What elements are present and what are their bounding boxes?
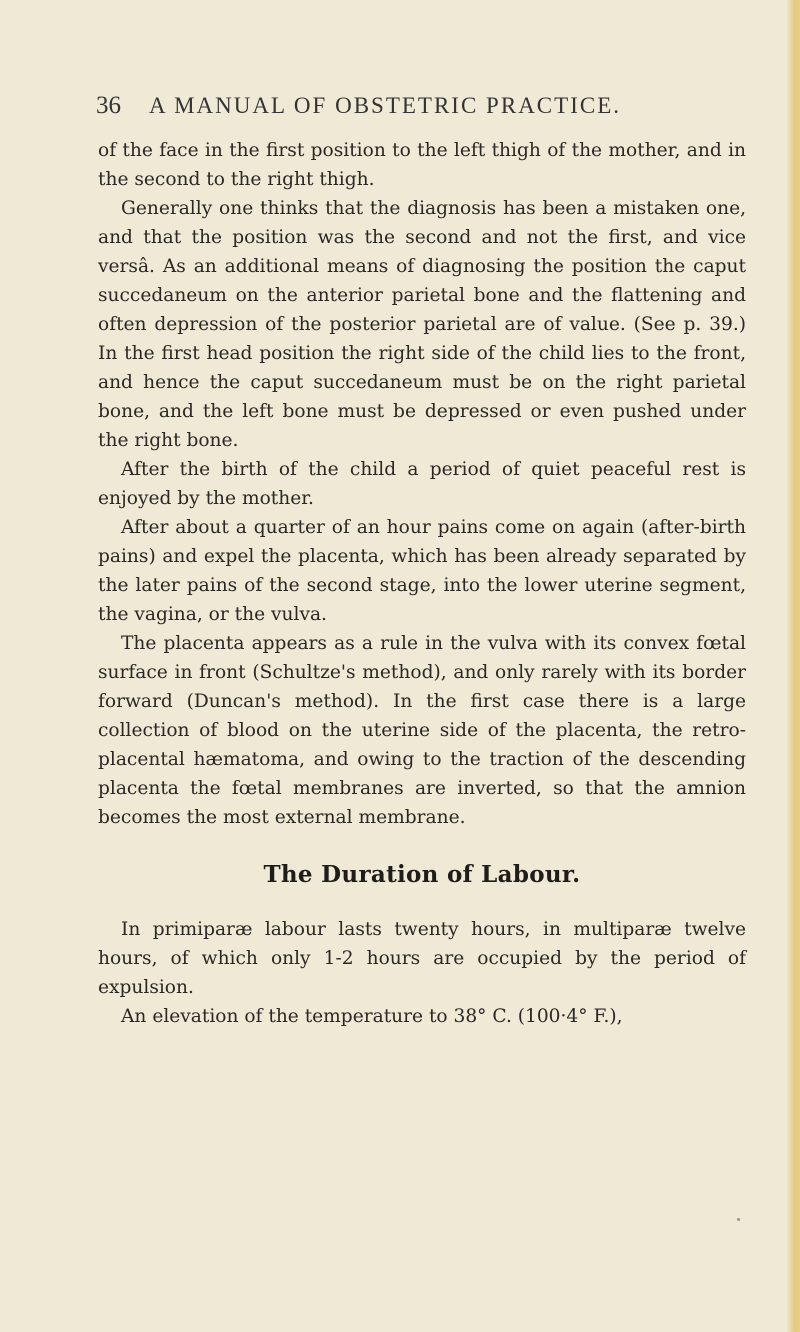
- page-edge: [786, 0, 800, 1332]
- running-header: [96, 92, 716, 120]
- section-heading: The Duration of Labour.: [263, 861, 581, 888]
- paragraph: The placenta appears as a rule in the vulva with its convex fœtal surface in front (Schultze's method), and only rarely with its border forward (Duncan's method). In the first case there is a large collection of blood on the uterine side of the placenta, the retro-placental hæmatoma, and owing to the traction of the descending placenta the fœtal membranes are inverted, so that the amnion becomes the most external membrane.: [98, 633, 746, 828]
- running-title: A MANUAL OF OBSTETRIC PRACTICE.: [149, 93, 621, 118]
- paragraph: In primiparæ labour lasts twenty hours, in multiparæ twelve hours, of which only 1-2 hours are occupied by the period of expulsion.: [98, 919, 746, 998]
- paragraph: Generally one thinks that the diagnosis has been a mistaken one, and that the position was the second and not the first, and vice versâ. As an additional means of diagnosing the position the caput succedaneum on the anterior parietal bone and the flattening and often depression of the posterior parietal are of value. (See p. 39.) In the first head position the right side of the child lies to the front, and hence the caput succedaneum must be on the right parietal bone, and the left bone must be depressed or even pushed under the right bone.: [98, 198, 746, 451]
- paragraph: of the face in the first position to the left thigh of the mother, and in the second to the right thigh.: [98, 140, 746, 190]
- paragraph: After the birth of the child a period of quiet peaceful rest is enjoyed by the mother.: [98, 459, 746, 509]
- page-body: [98, 136, 746, 1031]
- paragraph: An elevation of the temperature to 38° C. (100·4° F.),: [121, 1006, 623, 1027]
- page-number: 36: [96, 92, 121, 119]
- paragraph: After about a quarter of an hour pains come on again (after-birth pains) and expel the placenta, which has been already separated by the later pains of the second stage, into the lower uterine segment, the vagina, or the vulva.: [98, 517, 746, 625]
- speck: [737, 1218, 740, 1221]
